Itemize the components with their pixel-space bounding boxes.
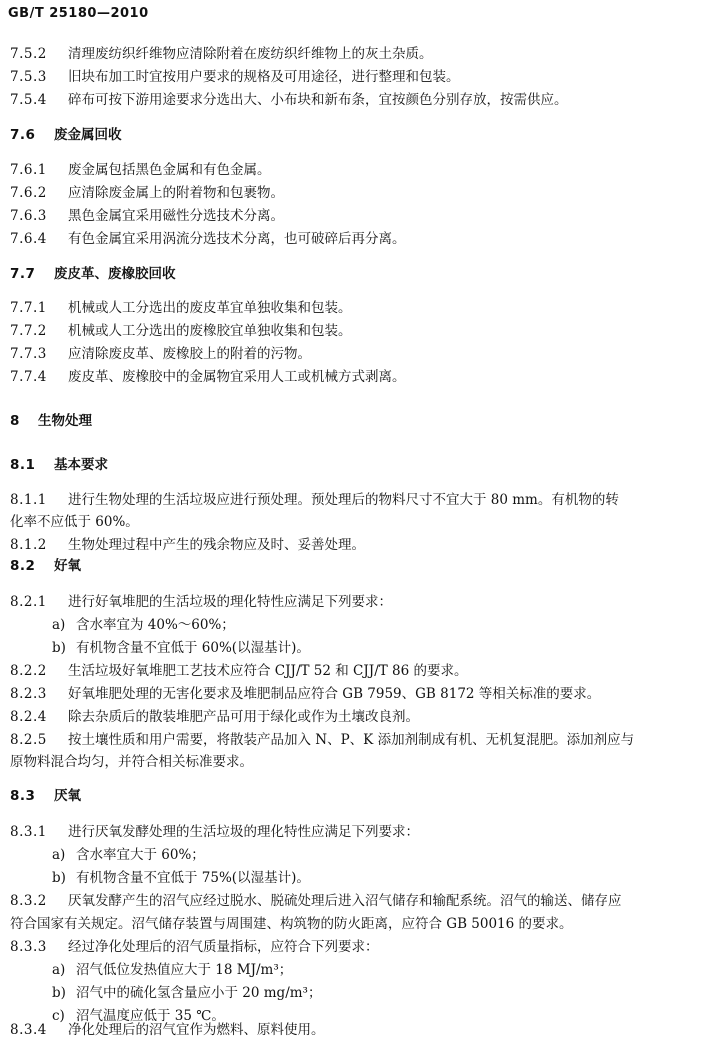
- clause-text: 生物处理过程中产生的残余物应及时、妥善处理。: [68, 537, 365, 553]
- clause-7-6-1: [10, 160, 710, 180]
- clause-text: 好氧堆肥处理的无害化要求及堆肥制品应符合 GB 7959、GB 8172 等相关标准的要求。: [68, 686, 601, 702]
- clause-text: 原物料混合均匀，并符合相关标准要求。: [10, 754, 253, 770]
- clause-text: 有色金属宜采用涡流分选技术分离，也可破碎后再分离。: [68, 231, 406, 247]
- clause-text: 清理废纺织纤维物应清除附着在废纺织纤维物上的灰土杂质。: [68, 46, 433, 62]
- clause-8-3-2: [10, 891, 710, 911]
- clause-number: 7.7.2: [10, 323, 47, 339]
- list-text: 含水率宜大于 60%；: [76, 847, 205, 863]
- clause-text: 机械或人工分选出的废皮革宜单独收集和包装。: [68, 300, 352, 316]
- clause-8-1-1: [10, 490, 710, 510]
- clause-8-2-5: [10, 730, 710, 750]
- clause-number: 8.3.3: [10, 939, 47, 955]
- clause-number: 8.2.4: [10, 709, 47, 725]
- clause-text: 符合国家有关规定。沼气储存装置与周围建、构筑物的防火距离，应符合 GB 50016 的要求。: [10, 916, 573, 932]
- clause-7-6-4: [10, 229, 710, 249]
- list-label: b): [52, 640, 66, 656]
- clause-text: 机械或人工分选出的废橡胶宜单独收集和包装。: [68, 323, 352, 339]
- clause-text: 应清除废皮革、废橡胶上的附着的污物。: [68, 346, 311, 362]
- list-label: b): [52, 985, 66, 1001]
- clause-number: 8.2.1: [10, 594, 47, 610]
- list-text: 有机物含量不宜低于 60%(以湿基计)。: [76, 640, 310, 656]
- clause-7-6-3: [10, 206, 710, 226]
- clause-text: 化率不应低于 60%。: [10, 514, 139, 530]
- list-item-b: [52, 638, 710, 658]
- clause-7-5-2: [10, 44, 710, 64]
- list-label: c): [52, 1008, 65, 1024]
- clause-text: 厌氧发酵产生的沼气应经过脱水、脱硫处理后进入沼气储存和输配系统。沼气的输送、储存应: [68, 893, 622, 909]
- list-label: a): [52, 847, 66, 863]
- chapter-number: 8: [10, 413, 20, 429]
- clause-number: 8.1.1: [10, 492, 47, 508]
- clause-7-7-2: [10, 321, 710, 341]
- clause-8-1-2: [10, 535, 710, 555]
- clause-8-2-5-continued: [10, 752, 710, 772]
- clause-7-7-1: [10, 298, 710, 318]
- clause-number: 7.5.2: [10, 46, 47, 62]
- clause-number: 8.1.2: [10, 537, 47, 553]
- clause-7-5-4: [10, 90, 710, 110]
- clause-number: 7.7.4: [10, 369, 47, 385]
- section-title: 废金属回收: [54, 127, 122, 143]
- list-text: 沼气温度应低于 35 ℃。: [76, 1008, 225, 1024]
- clause-8-2-1: [10, 592, 710, 612]
- clause-text: 生活垃圾好氧堆肥工艺技术应符合 CJJ/T 52 和 CJJ/T 86 的要求。: [68, 663, 468, 679]
- clause-number: 8.3.4: [10, 1022, 47, 1038]
- list-text: 沼气中的硫化氢含量应小于 20 mg/m³；: [76, 985, 322, 1001]
- clause-number: 7.5.3: [10, 69, 47, 85]
- clause-text: 进行生物处理的生活垃圾应进行预处理。预处理后的物料尺寸不宜大于 80 mm。有机物的转: [68, 492, 619, 508]
- section-number: 8.2: [10, 558, 36, 574]
- list-label: a): [52, 962, 66, 978]
- list-text: 含水率宜为 40%～60%；: [76, 617, 235, 633]
- clause-8-3-1: [10, 822, 710, 842]
- list-item-a: [52, 845, 710, 865]
- section-heading-7-7: [10, 264, 710, 284]
- list-label: a): [52, 617, 66, 633]
- clause-text: 进行好氧堆肥的生活垃圾的理化特性应满足下列要求：: [68, 594, 392, 610]
- section-number: 7.7: [10, 266, 36, 282]
- section-title: 好氧: [54, 558, 81, 574]
- clause-number: 7.5.4: [10, 92, 47, 108]
- list-item-a: [52, 615, 710, 635]
- list-label: b): [52, 870, 66, 886]
- clause-number: 8.2.5: [10, 732, 47, 748]
- chapter-title: 生物处理: [38, 413, 92, 429]
- clause-7-7-3: [10, 344, 710, 364]
- clause-7-5-3: [10, 67, 710, 87]
- list-item-b: [52, 868, 710, 888]
- clause-number: 7.7.3: [10, 346, 47, 362]
- clause-8-3-4: [10, 1020, 710, 1040]
- clause-8-3-3: [10, 937, 710, 957]
- section-heading-8-3: [10, 786, 710, 806]
- section-number: 7.6: [10, 127, 36, 143]
- clause-text: 进行厌氧发酵处理的生活垃圾的理化特性应满足下列要求：: [68, 824, 419, 840]
- list-text: 有机物含量不宜低于 75%(以湿基计)。: [76, 870, 310, 886]
- section-title: 废皮革、废橡胶回收: [54, 266, 176, 282]
- clause-text: 应清除废金属上的附着物和包裹物。: [68, 185, 284, 201]
- clause-number: 8.2.2: [10, 663, 47, 679]
- section-heading-8-1: [10, 455, 710, 475]
- clause-text: 按土壤性质和用户需要，将散装产品加入 N、P、K 添加剂制成有机、无机复混肥。添加剂应与: [68, 732, 635, 748]
- clause-8-2-4: [10, 707, 710, 727]
- clause-number: 7.6.3: [10, 208, 47, 224]
- clause-text: 旧块布加工时宜按用户要求的规格及可用途径，进行整理和包装。: [68, 69, 460, 85]
- clause-number: 7.6.1: [10, 162, 47, 178]
- clause-number: 7.6.2: [10, 185, 47, 201]
- clause-8-3-2-continued: [10, 914, 710, 934]
- clause-number: 8.3.1: [10, 824, 47, 840]
- clause-text: 净化处理后的沼气宜作为燃料、原料使用。: [68, 1022, 325, 1038]
- section-number: 8.3: [10, 788, 36, 804]
- clause-8-2-2: [10, 661, 710, 681]
- clause-8-1-1-continued: [10, 512, 710, 532]
- clause-number: 7.6.4: [10, 231, 47, 247]
- clause-text: 经过净化处理后的沼气质量指标，应符合下列要求：: [68, 939, 379, 955]
- clause-text: 废金属包括黑色金属和有色金属。: [68, 162, 271, 178]
- clause-7-6-2: [10, 183, 710, 203]
- clause-number: 7.7.1: [10, 300, 47, 316]
- standard-number-header: GB/T 25180—2010: [8, 6, 149, 21]
- clause-7-7-4: [10, 367, 710, 387]
- list-item-b: [52, 983, 710, 1003]
- section-title: 厌氧: [54, 788, 81, 804]
- clause-text: 碎布可按下游用途要求分选出大、小布块和新布条，宜按颜色分别存放，按需供应。: [68, 92, 568, 108]
- clause-text: 除去杂质后的散装堆肥产品可用于绿化或作为土壤改良剂。: [68, 709, 419, 725]
- clause-number: 8.3.2: [10, 893, 47, 909]
- section-title: 基本要求: [54, 457, 108, 473]
- clause-8-2-3: [10, 684, 710, 704]
- section-number: 8.1: [10, 457, 36, 473]
- list-text: 沼气低位发热值应大于 18 MJ/m³；: [76, 962, 293, 978]
- chapter-heading-8: [10, 411, 710, 431]
- clause-number: 8.2.3: [10, 686, 47, 702]
- list-item-a: [52, 960, 710, 980]
- clause-text: 废皮革、废橡胶中的金属物宜采用人工或机械方式剥离。: [68, 369, 406, 385]
- section-heading-8-2: [10, 556, 710, 576]
- section-heading-7-6: [10, 125, 710, 145]
- clause-text: 黑色金属宜采用磁性分选技术分离。: [68, 208, 284, 224]
